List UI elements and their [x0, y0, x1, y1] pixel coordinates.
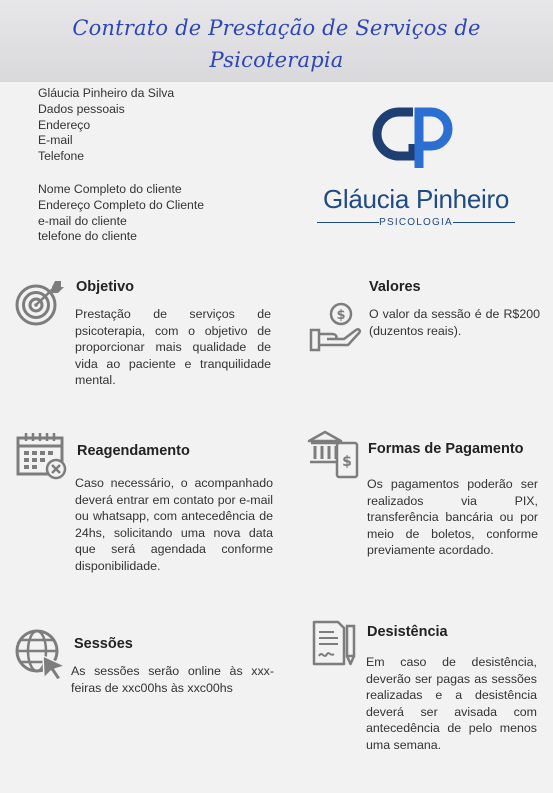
- professional-name: Gláucia Pinheiro da Silva: [38, 86, 175, 100]
- logo-name: Gláucia Pinheiro: [323, 184, 509, 214]
- professional-phone: Telefone: [38, 149, 85, 164]
- gp-monogram-icon: [313, 98, 519, 182]
- brand-logo: [313, 98, 519, 230]
- header-banner: [0, 0, 553, 82]
- logo-divider-right: [453, 222, 515, 223]
- client-phone: telefone do cliente: [38, 229, 137, 244]
- client-address: Endereço Completo do Cliente: [38, 197, 204, 212]
- rescheduling-body: Caso necessário, o acompanhado deverá entrar em contato por e-mail ou whatsapp, com antecedência de 24hs, solicitando uma nova data que será agendada conforme disponibilidade.: [75, 476, 273, 573]
- client-email: e-mail do cliente: [38, 213, 127, 228]
- professional-address: Endereço: [38, 117, 91, 132]
- objective-body: Prestação de serviços de psicoterapia, com o objetivo de proporcionar mais qualidade de vida ao paciente e tranquilidade mental.: [75, 307, 271, 388]
- bank-payment-icon: [307, 429, 361, 481]
- svg-text:$: $: [336, 308, 346, 323]
- payment-body: Os pagamentos poderão ser realizados via PIX, transferência bancária ou por meio de boletos, conforme previamente acordado.: [367, 477, 538, 558]
- money-hand-icon: [308, 300, 362, 354]
- withdrawal-title: Desistência: [367, 624, 448, 640]
- withdrawal-body: Em caso de desistência, deverão ser pagas as sessões realizadas e a desistência deverá ser avisada com antecedência de pelo menos uma semana.: [366, 655, 537, 752]
- globe-cursor-icon: [13, 628, 67, 680]
- logo-subtitle: PSICOLOGIA: [379, 217, 453, 228]
- svg-text:$: $: [342, 454, 352, 470]
- target-icon: [14, 278, 68, 328]
- professional-info: [38, 86, 174, 165]
- page-title: Contrato de Prestação de Serviços de Psicoterapia: [72, 16, 481, 72]
- payment-title: Formas de Pagamento: [368, 441, 524, 457]
- professional-personal-data: Dados pessoais: [38, 101, 125, 116]
- sessions-body: As sessões serão online às xxx-feiras de xxc00hs às xxc00hs: [71, 664, 274, 695]
- client-info: [38, 182, 204, 245]
- sessions-title: Sessões: [74, 636, 133, 652]
- client-name: Nome Completo do cliente: [38, 182, 182, 196]
- values-title: Valores: [369, 279, 421, 295]
- values-body: O valor da sessão é de R$200 (duzentos reais).: [369, 307, 540, 338]
- calendar-cancel-icon: [16, 432, 68, 480]
- rescheduling-title: Reagendamento: [77, 443, 190, 459]
- professional-email: E-mail: [38, 133, 73, 148]
- contract-pen-icon: [308, 620, 358, 666]
- objective-title: Objetivo: [76, 279, 135, 295]
